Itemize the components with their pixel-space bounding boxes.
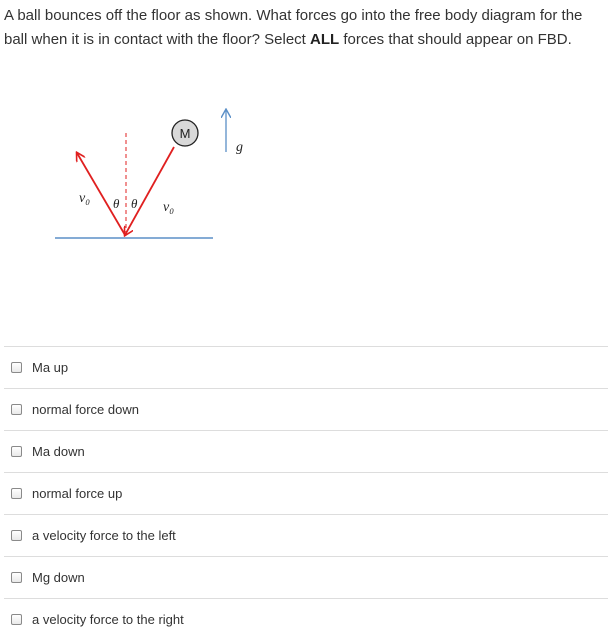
option-row[interactable] [4,514,608,556]
ball-label: M [179,126,191,141]
option-label[interactable]: normal force down [32,402,139,417]
option-checkbox[interactable] [11,404,22,415]
option-label[interactable]: Ma up [32,360,69,375]
option-checkbox[interactable] [11,614,22,625]
question-text [4,4,608,52]
bounce-diagram-svg [0,95,300,255]
question-emphasis: ALL [310,31,340,48]
gravity-label: g [236,140,243,155]
right-angle-label: θ [131,196,138,211]
option-row[interactable] [4,430,608,472]
option-row[interactable] [4,388,608,430]
option-label[interactable]: a velocity force to the left [32,528,176,543]
answer-options [4,346,608,640]
option-row[interactable] [4,346,608,388]
option-row[interactable] [4,556,608,598]
option-checkbox[interactable] [11,362,22,373]
option-label[interactable]: Mg down [32,570,85,585]
question-text-start: A ball bounces off the floor as shown. What forces go into the free body diagram for the ball when it is in contact with the floor? Select [4,7,583,48]
option-label[interactable]: Ma down [32,444,85,459]
right-velocity-label: v₀ [163,200,175,215]
option-checkbox[interactable] [11,446,22,457]
option-checkbox[interactable] [11,572,22,583]
option-label[interactable]: a velocity force to the right [32,612,184,627]
option-row[interactable] [4,472,608,514]
option-checkbox[interactable] [11,488,22,499]
option-label[interactable]: normal force up [32,486,123,501]
option-row[interactable] [4,598,608,640]
bounce-diagram [0,95,300,255]
option-checkbox[interactable] [11,530,22,541]
left-angle-label: θ [113,196,120,211]
question-text-end: forces that should appear on FBD. [339,31,572,48]
left-velocity-label: v₀ [79,191,91,206]
incoming-velocity-arrow [125,147,174,235]
